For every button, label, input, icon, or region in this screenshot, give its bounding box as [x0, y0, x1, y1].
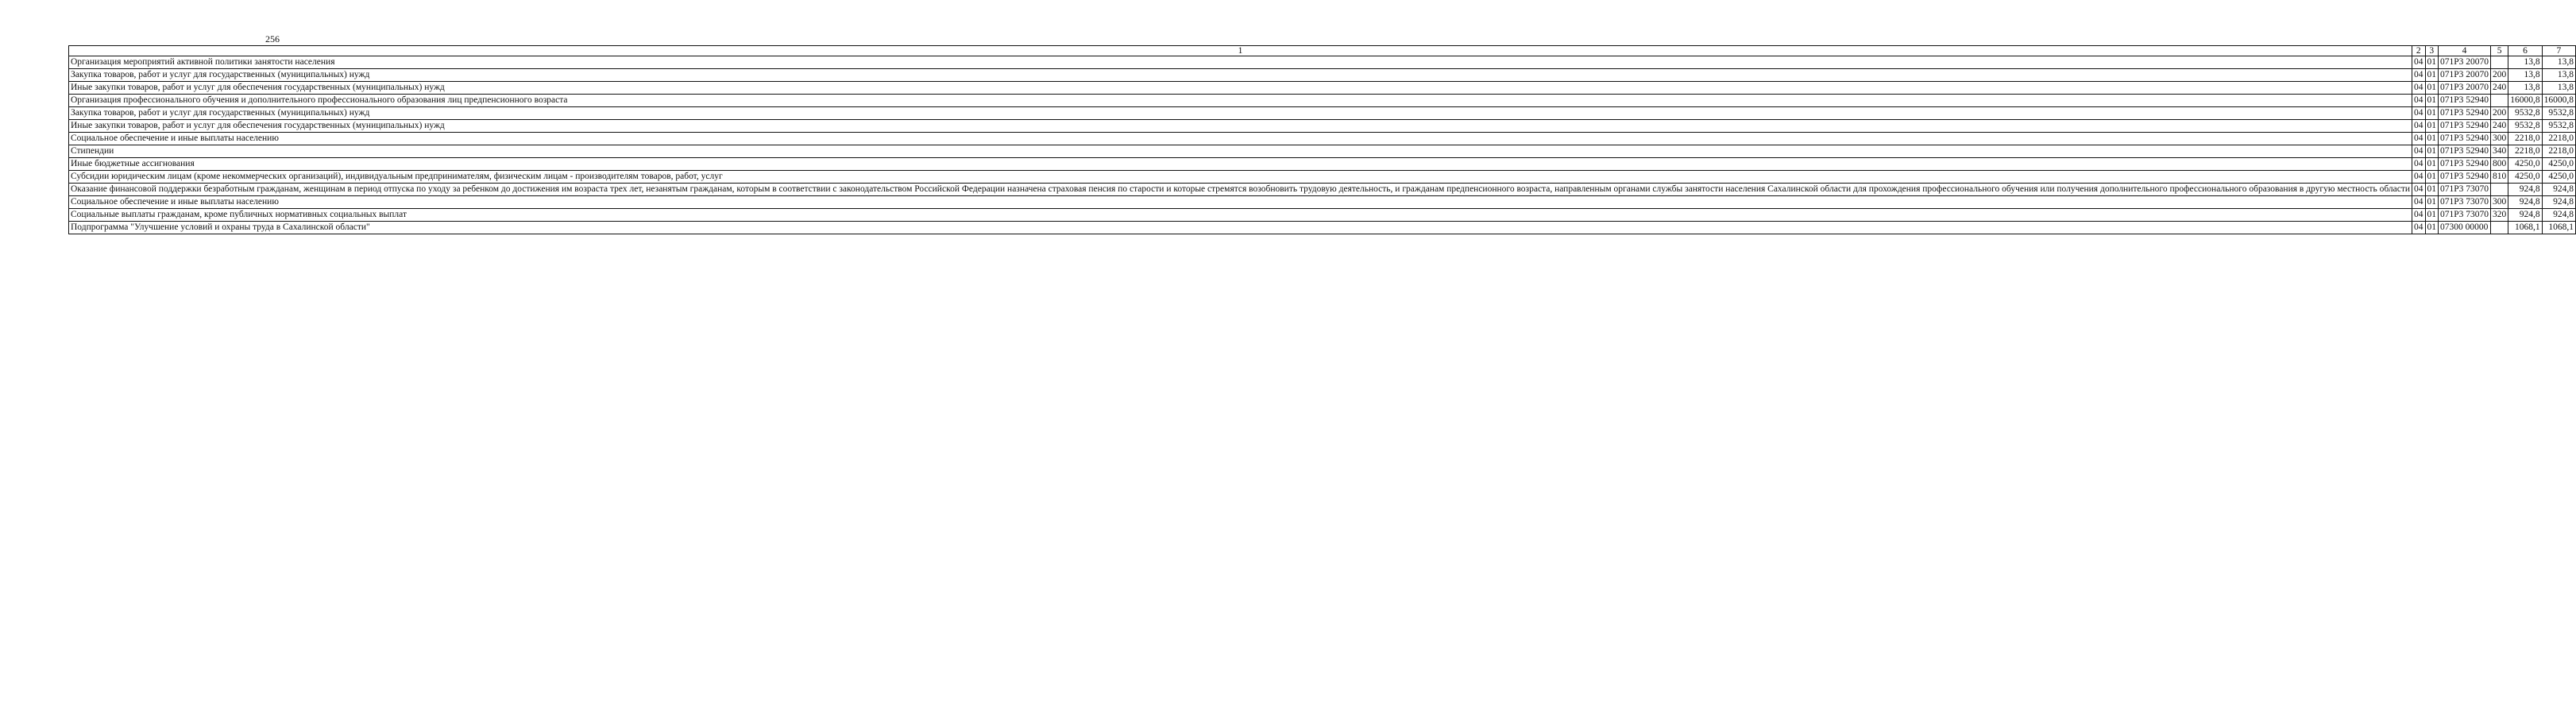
- row-amount-col7: 4250,0: [2542, 171, 2575, 184]
- budget-table: [68, 45, 2576, 234]
- row-amount-col6: 13,8: [2508, 82, 2542, 95]
- row-expense-type: [2491, 184, 2508, 196]
- row-expense-type: 300: [2491, 196, 2508, 209]
- table-row: [69, 82, 2576, 95]
- table-row: [69, 196, 2576, 209]
- row-amount-col6: 4250,0: [2508, 171, 2542, 184]
- row-subsection: 01: [2425, 196, 2439, 209]
- row-name: Социальное обеспечение и иные выплаты населению: [69, 133, 2412, 145]
- table-row: [69, 145, 2576, 158]
- row-amount-col6: 16000,8: [2508, 95, 2542, 107]
- row-expense-type: 240: [2491, 120, 2508, 133]
- table-row: [69, 158, 2576, 171]
- row-expense-type: 800: [2491, 158, 2508, 171]
- row-section: 04: [2412, 222, 2426, 234]
- row-section: 04: [2412, 56, 2426, 69]
- row-subsection: 01: [2425, 209, 2439, 222]
- row-name: Организация профессионального обучения и дополнительного профессионального образования лиц предпенсионного возраста: [69, 95, 2412, 107]
- table-row: [69, 69, 2576, 82]
- row-amount-col6: 13,8: [2508, 69, 2542, 82]
- row-name: Стипендии: [69, 145, 2412, 158]
- row-amount-col7: 13,8: [2542, 69, 2575, 82]
- row-expense-type: [2491, 95, 2508, 107]
- row-expense-type: 200: [2491, 107, 2508, 120]
- table-row: [69, 56, 2576, 69]
- row-target-article: 071Р3 52940: [2439, 120, 2491, 133]
- row-name: Закупка товаров, работ и услуг для государственных (муниципальных) нужд: [69, 69, 2412, 82]
- row-amount-col6: 2218,0: [2508, 145, 2542, 158]
- row-amount-col7: 13,8: [2542, 56, 2575, 69]
- table-row: [69, 209, 2576, 222]
- row-expense-type: [2491, 56, 2508, 69]
- row-target-article: 071Р3 52940: [2439, 133, 2491, 145]
- table-row: [69, 171, 2576, 184]
- table-row: [69, 222, 2576, 234]
- row-subsection: 01: [2425, 120, 2439, 133]
- row-amount-col6: 13,8: [2508, 56, 2542, 69]
- row-name: Субсидии юридическим лицам (кроме некоммерческих организаций), индивидуальным предпринимателям, физическим лицам - производителям товаров, работ, услуг: [69, 171, 2412, 184]
- row-amount-col7: 2218,0: [2542, 145, 2575, 158]
- table-row: [69, 184, 2576, 196]
- row-amount-col7: 9532,8: [2542, 120, 2575, 133]
- row-amount-col6: 4250,0: [2508, 158, 2542, 171]
- table-row: [69, 107, 2576, 120]
- table-row: [69, 133, 2576, 145]
- row-name: Закупка товаров, работ и услуг для государственных (муниципальных) нужд: [69, 107, 2412, 120]
- row-section: 04: [2412, 82, 2426, 95]
- row-name: Подпрограмма "Улучшение условий и охраны труда в Сахалинской области": [69, 222, 2412, 234]
- row-amount-col7: 16000,8: [2542, 95, 2575, 107]
- row-amount-col6: 1068,1: [2508, 222, 2542, 234]
- row-target-article: 071Р3 20070: [2439, 56, 2491, 69]
- row-amount-col6: 9532,8: [2508, 107, 2542, 120]
- row-name: Иные закупки товаров, работ и услуг для обеспечения государственных (муниципальных) нужд: [69, 120, 2412, 133]
- row-target-article: 071Р3 52940: [2439, 95, 2491, 107]
- row-section: 04: [2412, 171, 2426, 184]
- row-expense-type: 300: [2491, 133, 2508, 145]
- header-col-5: 5: [2491, 46, 2508, 56]
- row-expense-type: 810: [2491, 171, 2508, 184]
- row-target-article: 071Р3 73070: [2439, 196, 2491, 209]
- row-expense-type: [2491, 222, 2508, 234]
- row-amount-col7: 924,8: [2542, 184, 2575, 196]
- table-row: [69, 120, 2576, 133]
- row-section: 04: [2412, 158, 2426, 171]
- row-subsection: 01: [2425, 171, 2439, 184]
- row-name: Социальные выплаты гражданам, кроме публичных нормативных социальных выплат: [69, 209, 2412, 222]
- row-name: Иные закупки товаров, работ и услуг для обеспечения государственных (муниципальных) нужд: [69, 82, 2412, 95]
- row-name: Организация мероприятий активной политики занятости населения: [69, 56, 2412, 69]
- header-col-3: 3: [2425, 46, 2439, 56]
- row-target-article: 071Р3 52940: [2439, 107, 2491, 120]
- row-target-article: 07300 00000: [2439, 222, 2491, 234]
- row-amount-col7: 1068,1: [2542, 222, 2575, 234]
- row-amount-col7: 2218,0: [2542, 133, 2575, 145]
- row-amount-col7: 924,8: [2542, 196, 2575, 209]
- row-subsection: 01: [2425, 158, 2439, 171]
- row-name: Оказание финансовой поддержки безработным гражданам, женщинам в период отпуска по уходу за ребенком до достижения им возраста трех лет, незанятым гражданам, которым в соответствии с законодательством Российской Федерации назначена страховая пенсия по старости и которые стремятся возобновить трудовую деятельность, и гражданам предпенсионного возраста, направленным органами службы занятости населения Сахалинской области для прохождения профессионального обучения или получения дополнительного профессионального образования в другую местность области: [69, 184, 2412, 196]
- row-expense-type: 320: [2491, 209, 2508, 222]
- row-section: 04: [2412, 69, 2426, 82]
- row-subsection: 01: [2425, 69, 2439, 82]
- header-col-7: 7: [2542, 46, 2575, 56]
- row-amount-col7: 924,8: [2542, 209, 2575, 222]
- row-section: 04: [2412, 209, 2426, 222]
- row-amount-col7: 4250,0: [2542, 158, 2575, 171]
- row-subsection: 01: [2425, 184, 2439, 196]
- row-name: Иные бюджетные ассигнования: [69, 158, 2412, 171]
- row-subsection: 01: [2425, 222, 2439, 234]
- row-name: Социальное обеспечение и иные выплаты населению: [69, 196, 2412, 209]
- row-amount-col6: 9532,8: [2508, 120, 2542, 133]
- row-subsection: 01: [2425, 133, 2439, 145]
- row-amount-col6: 924,8: [2508, 184, 2542, 196]
- row-amount-col7: 9532,8: [2542, 107, 2575, 120]
- row-amount-col6: 924,8: [2508, 209, 2542, 222]
- row-amount-col6: 2218,0: [2508, 133, 2542, 145]
- header-col-2: 2: [2412, 46, 2426, 56]
- row-amount-col6: 924,8: [2508, 196, 2542, 209]
- row-target-article: 071Р3 52940: [2439, 171, 2491, 184]
- row-section: 04: [2412, 145, 2426, 158]
- row-section: 04: [2412, 196, 2426, 209]
- row-section: 04: [2412, 133, 2426, 145]
- row-target-article: 071Р3 52940: [2439, 158, 2491, 171]
- row-target-article: 071Р3 73070: [2439, 209, 2491, 222]
- row-target-article: 071Р3 73070: [2439, 184, 2491, 196]
- row-target-article: 071Р3 20070: [2439, 82, 2491, 95]
- row-section: 04: [2412, 184, 2426, 196]
- header-col-4: 4: [2439, 46, 2491, 56]
- row-subsection: 01: [2425, 56, 2439, 69]
- row-expense-type: 200: [2491, 69, 2508, 82]
- page-number: 256: [265, 33, 280, 44]
- header-row: [69, 46, 2576, 56]
- row-section: 04: [2412, 107, 2426, 120]
- row-section: 04: [2412, 120, 2426, 133]
- row-subsection: 01: [2425, 95, 2439, 107]
- row-section: 04: [2412, 95, 2426, 107]
- table-row: [69, 95, 2576, 107]
- header-col-6: 6: [2508, 46, 2542, 56]
- row-expense-type: 240: [2491, 82, 2508, 95]
- row-subsection: 01: [2425, 107, 2439, 120]
- row-target-article: 071Р3 52940: [2439, 145, 2491, 158]
- header-col-1: 1: [69, 46, 2412, 56]
- row-subsection: 01: [2425, 145, 2439, 158]
- row-target-article: 071Р3 20070: [2439, 69, 2491, 82]
- row-expense-type: 340: [2491, 145, 2508, 158]
- row-amount-col7: 13,8: [2542, 82, 2575, 95]
- row-subsection: 01: [2425, 82, 2439, 95]
